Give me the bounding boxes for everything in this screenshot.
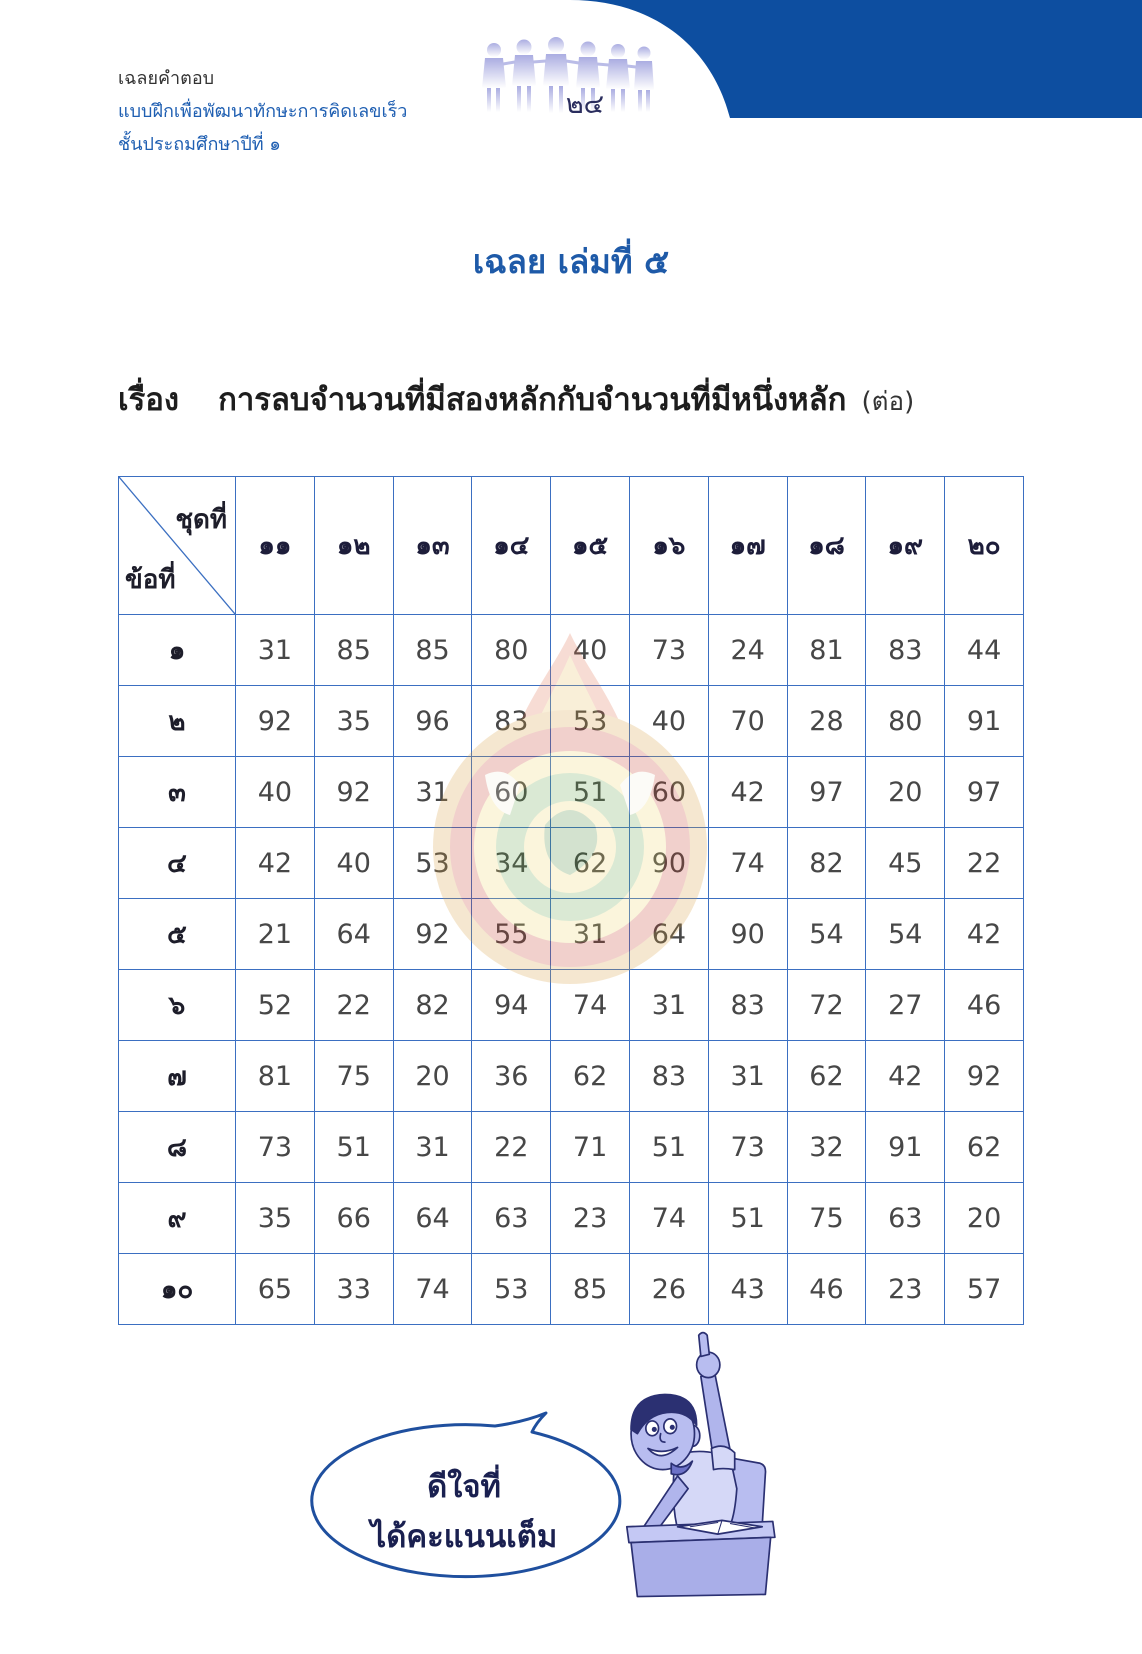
answer-cell: 92 [314, 757, 393, 828]
item-number-label: ๔ [119, 828, 236, 899]
bubble-text-line2: ได้คะแนนเต็ม [370, 1519, 558, 1555]
answer-cell: 36 [472, 1041, 551, 1112]
set-number-header: ๑๓ [393, 477, 472, 615]
answer-cell: 42 [866, 1041, 945, 1112]
answer-cell: 82 [787, 828, 866, 899]
answer-cell: 20 [945, 1183, 1024, 1254]
page-title: เฉลย เล่มที่ ๕ [472, 242, 670, 281]
set-number-header: ๑๘ [787, 477, 866, 615]
answer-cell: 26 [629, 1254, 708, 1325]
page-number: ๒๔ [565, 89, 605, 120]
answer-cell: 97 [787, 757, 866, 828]
answer-cell: 53 [393, 828, 472, 899]
set-number-header: ๑๕ [551, 477, 630, 615]
answer-cell: 62 [551, 1041, 630, 1112]
answer-cell: 32 [787, 1112, 866, 1183]
table-row [119, 615, 1024, 686]
answer-cell: 92 [945, 1041, 1024, 1112]
item-number-label: ๗ [119, 1041, 236, 1112]
desk-front [631, 1537, 771, 1596]
answer-cell: 74 [708, 828, 787, 899]
corner-label-item: ข้อที่ [125, 565, 176, 595]
answer-cell: 70 [708, 686, 787, 757]
answer-cell: 51 [708, 1183, 787, 1254]
item-number-label: ๑ [119, 615, 236, 686]
header-line-series: แบบฝึกเพื่อพัฒนาทักษะการคิดเลขเร็ว [118, 101, 408, 122]
answer-cell: 20 [393, 1041, 472, 1112]
item-number-label: ๕ [119, 899, 236, 970]
answer-cell: 83 [472, 686, 551, 757]
bubble-text-line1: ดีใจที่ [427, 1469, 501, 1505]
answer-cell: 28 [787, 686, 866, 757]
answer-cell: 23 [551, 1183, 630, 1254]
answer-cell: 51 [629, 1112, 708, 1183]
answer-cell: 51 [551, 757, 630, 828]
table-row [119, 899, 1024, 970]
answer-cell: 53 [551, 686, 630, 757]
answer-cell: 62 [945, 1112, 1024, 1183]
table-row [119, 1041, 1024, 1112]
answer-cell: 90 [708, 899, 787, 970]
answer-table [118, 476, 1024, 1325]
answer-cell: 80 [866, 686, 945, 757]
answer-cell: 40 [236, 757, 315, 828]
answer-cell: 31 [708, 1041, 787, 1112]
answer-cell: 40 [629, 686, 708, 757]
answer-cell: 80 [472, 615, 551, 686]
set-number-header: ๑๑ [236, 477, 315, 615]
answer-cell: 52 [236, 970, 315, 1041]
header-line-answer-key: เฉลยคำตอบ [118, 68, 215, 89]
topic-label: เรื่อง [118, 382, 180, 418]
topic-text: การลบจำนวนที่มีสองหลักกับจำนวนที่มีหนึ่งหลัก [218, 382, 847, 418]
answer-cell: 62 [787, 1041, 866, 1112]
banner-shape [570, 0, 1142, 118]
answer-cell: 45 [866, 828, 945, 899]
answer-cell: 73 [708, 1112, 787, 1183]
answer-cell: 35 [314, 686, 393, 757]
item-number-label: ๒ [119, 686, 236, 757]
answer-cell: 85 [551, 1254, 630, 1325]
answer-cell: 63 [866, 1183, 945, 1254]
item-number-label: ๘ [119, 1112, 236, 1183]
answer-cell: 22 [314, 970, 393, 1041]
answer-cell: 64 [314, 899, 393, 970]
table-row [119, 828, 1024, 899]
set-number-header: ๒๐ [945, 477, 1024, 615]
answer-cell: 73 [629, 615, 708, 686]
set-number-header: ๑๒ [314, 477, 393, 615]
table-row [119, 1183, 1024, 1254]
table-header-row [119, 477, 1024, 615]
answer-cell: 24 [708, 615, 787, 686]
answer-cell: 91 [945, 686, 1024, 757]
answer-cell: 46 [945, 970, 1024, 1041]
answer-cell: 33 [314, 1254, 393, 1325]
answer-cell: 54 [787, 899, 866, 970]
answer-cell: 97 [945, 757, 1024, 828]
answer-cell: 74 [393, 1254, 472, 1325]
item-number-label: ๖ [119, 970, 236, 1041]
table-row [119, 1254, 1024, 1325]
item-number-label: ๓ [119, 757, 236, 828]
answer-cell: 72 [787, 970, 866, 1041]
boy-raising-hand-illustration [612, 1330, 777, 1605]
item-number-label: ๙ [119, 1183, 236, 1254]
table-row [119, 757, 1024, 828]
topic-heading [118, 376, 914, 424]
answer-cell: 35 [236, 1183, 315, 1254]
answer-cell: 66 [314, 1183, 393, 1254]
answer-cell: 82 [393, 970, 472, 1041]
answer-cell: 31 [236, 615, 315, 686]
answer-cell: 75 [787, 1183, 866, 1254]
answer-cell: 43 [708, 1254, 787, 1325]
answer-cell: 81 [236, 1041, 315, 1112]
answer-cell: 42 [236, 828, 315, 899]
answer-cell: 74 [629, 1183, 708, 1254]
set-number-header: ๑๙ [866, 477, 945, 615]
answer-cell: 31 [551, 899, 630, 970]
answer-cell: 40 [551, 615, 630, 686]
answer-cell: 44 [945, 615, 1024, 686]
answer-cell: 27 [866, 970, 945, 1041]
answer-cell: 85 [393, 615, 472, 686]
answer-cell: 83 [866, 615, 945, 686]
answer-cell: 21 [236, 899, 315, 970]
table-row [119, 970, 1024, 1041]
answer-cell: 51 [314, 1112, 393, 1183]
corner-label-set: ชุดที่ [175, 505, 227, 535]
set-number-header: ๑๗ [708, 477, 787, 615]
answer-cell: 23 [866, 1254, 945, 1325]
answer-cell: 65 [236, 1254, 315, 1325]
answer-cell: 55 [472, 899, 551, 970]
answer-cell: 34 [472, 828, 551, 899]
topic-suffix: (ต่อ) [861, 387, 915, 417]
answer-cell: 60 [472, 757, 551, 828]
answer-cell: 75 [314, 1041, 393, 1112]
table-row [119, 1112, 1024, 1183]
table-corner-cell [119, 477, 236, 615]
answer-cell: 31 [393, 1112, 472, 1183]
answer-cell: 57 [945, 1254, 1024, 1325]
answer-cell: 42 [708, 757, 787, 828]
answer-cell: 31 [393, 757, 472, 828]
header-line-grade: ชั้นประถมศึกษาปีที่ ๑ [118, 134, 281, 155]
answer-cell: 64 [629, 899, 708, 970]
set-number-header: ๑๖ [629, 477, 708, 615]
answer-cell: 20 [866, 757, 945, 828]
set-number-header: ๑๔ [472, 477, 551, 615]
answer-cell: 83 [708, 970, 787, 1041]
answer-cell: 73 [236, 1112, 315, 1183]
answer-cell: 92 [393, 899, 472, 970]
table-body [119, 615, 1024, 1325]
pointing-finger [699, 1333, 710, 1357]
answer-cell: 22 [472, 1112, 551, 1183]
answer-cell: 60 [629, 757, 708, 828]
answer-cell: 54 [866, 899, 945, 970]
header-text [118, 62, 407, 161]
answer-cell: 46 [787, 1254, 866, 1325]
answer-cell: 90 [629, 828, 708, 899]
answer-cell: 83 [629, 1041, 708, 1112]
answer-cell: 85 [314, 615, 393, 686]
answer-cell: 92 [236, 686, 315, 757]
answer-cell: 94 [472, 970, 551, 1041]
answer-cell: 91 [866, 1112, 945, 1183]
answer-cell: 71 [551, 1112, 630, 1183]
answer-cell: 22 [945, 828, 1024, 899]
answer-cell: 63 [472, 1183, 551, 1254]
answer-cell: 96 [393, 686, 472, 757]
answer-cell: 42 [945, 899, 1024, 970]
answer-cell: 64 [393, 1183, 472, 1254]
answer-cell: 40 [314, 828, 393, 899]
answer-cell: 74 [551, 970, 630, 1041]
answer-cell: 53 [472, 1254, 551, 1325]
answer-cell: 81 [787, 615, 866, 686]
item-number-label: ๑๐ [119, 1254, 236, 1325]
table-row [119, 686, 1024, 757]
answer-cell: 31 [629, 970, 708, 1041]
answer-cell: 62 [551, 828, 630, 899]
